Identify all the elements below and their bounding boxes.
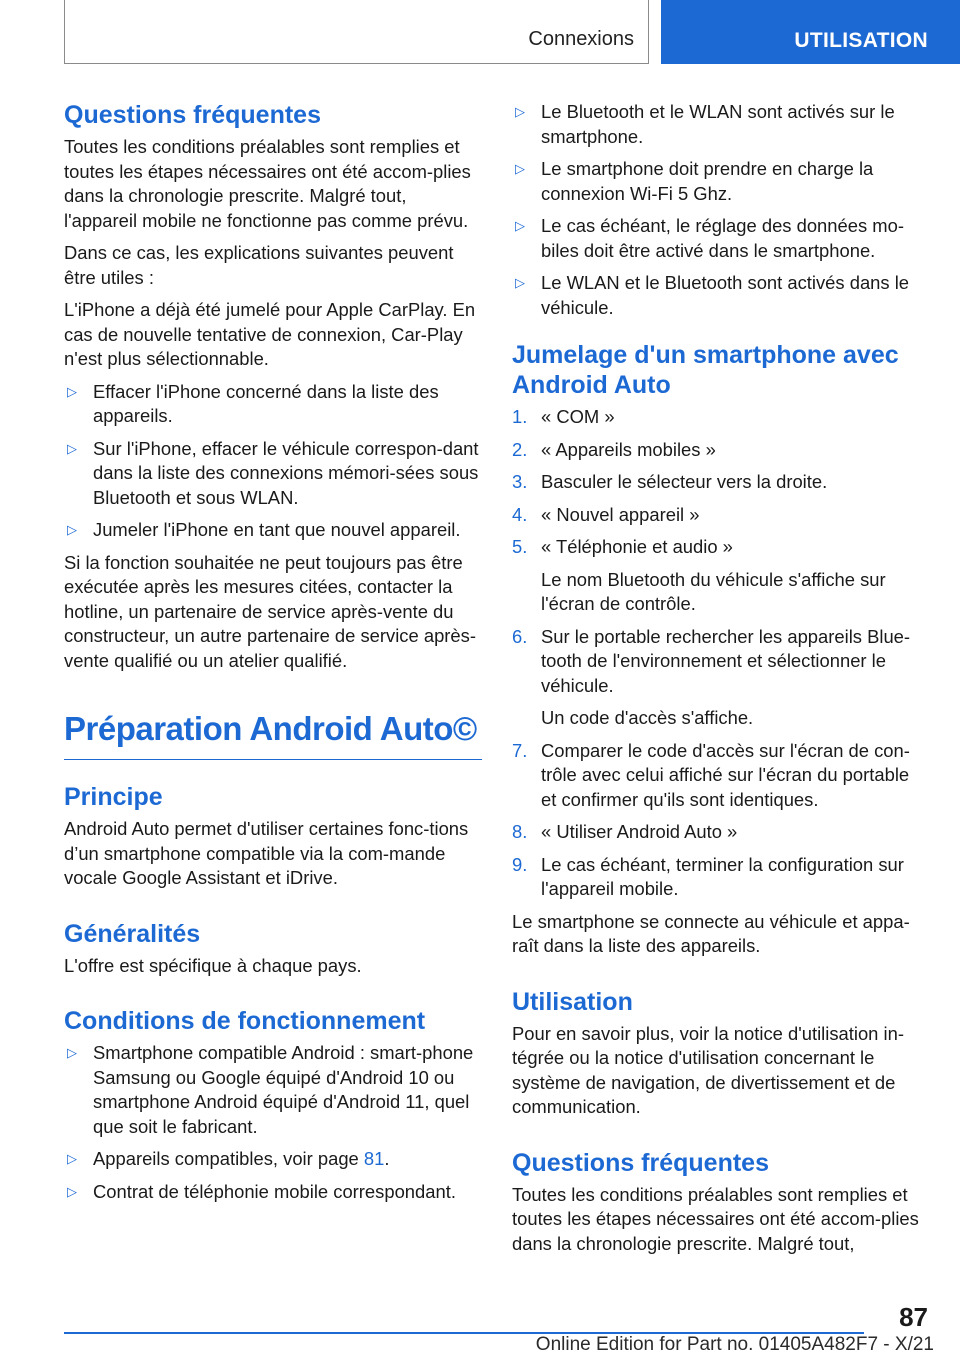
triangle-bullet-icon: ▷ [515, 161, 525, 176]
list-item: ▷ Le WLAN et le Bluetooth sont activés dans le véhicule. [515, 272, 910, 318]
faq-bullet-list [64, 380, 482, 543]
footer-edition-text: Online Edition for Part no. 01405A482F7 - X/21 [535, 1334, 934, 1355]
conditions-heading: Conditions de fonctionnement [64, 1007, 426, 1035]
list-item: 9. Le cas échéant, terminer la configuration sur l'appareil mobile. [512, 853, 904, 899]
faq-paragraph-3: L'iPhone a déjà été jumelé pour Apple CarPlay. En cas de nouvelle tentative de connexion, Car-Play n'est plus sélectionnable. [64, 299, 476, 369]
page-title: Préparation Android Auto© [64, 709, 482, 760]
page-reference-link[interactable]: 81 [363, 1148, 385, 1169]
pairing-heading: Jumelage d'un smartphone avec Android Auto [512, 341, 899, 399]
list-item: ▷ Sur l'iPhone, effacer le véhicule correspon-dant dans la liste des connexions mémori-sées sous Bluetooth et sous WLAN. [67, 437, 479, 508]
triangle-bullet-icon: ▷ [515, 275, 525, 290]
list-item: 3. Basculer le sélecteur vers la droite. [512, 471, 828, 492]
list-item: ▷ Effacer l'iPhone concerné dans la liste des appareils. [67, 380, 439, 426]
triangle-bullet-icon: ▷ [67, 440, 77, 456]
page-number: 87 [899, 1302, 928, 1332]
faq-paragraph-1: Toutes les conditions préalables sont remplies et toutes les étapes nécessaires ont été accom-plies dans la chronologie prescrite. Malgré tout, l'appareil mobile ne fonctionne pas comme prévu. [64, 136, 471, 231]
list-item: 2. « Appareils mobiles » [512, 438, 716, 460]
left-column [64, 100, 482, 1212]
step-note: Un code d'accès s'affiche. [541, 707, 754, 728]
usage-paragraph: Pour en savoir plus, voir la notice d'utilisation in-tégrée ou la notice d'utilisation concernant le système de navigation, de divertissement et de communication. [512, 1022, 904, 1117]
general-paragraph: L'offre est spécifique à chaque pays. [64, 954, 362, 976]
step-note: Le nom Bluetooth du véhicule s'affiche sur l'écran de contrôle. [541, 568, 886, 614]
list-item: 7. Comparer le code d'accès sur l'écran de con-trôle avec celui affiché sur l'écran du portable et confirmer qu'ils sont identiques. [512, 739, 910, 810]
triangle-bullet-icon: ▷ [515, 104, 525, 119]
triangle-bullet-icon: ▷ [67, 1151, 77, 1166]
faq2-heading: Questions fréquentes [512, 1148, 769, 1177]
header-section-title: Connexions [528, 28, 634, 50]
list-item: 1. « COM » [512, 406, 615, 427]
header-chapter-tab[interactable] [661, 0, 960, 64]
triangle-bullet-icon: ▷ [67, 1045, 77, 1060]
list-item: ▷ Le Bluetooth et le WLAN sont activés sur le smartphone. [515, 101, 895, 147]
triangle-bullet-icon: ▷ [67, 383, 77, 399]
header-section-box [64, 0, 649, 64]
conditions-bullet-list-continued [512, 100, 928, 320]
pairing-paragraph: Le smartphone se connecte au véhicule et appa-raît dans la liste des appareils. [512, 910, 910, 956]
list-item: ▷ Smartphone compatible Android : smart-phone Samsung ou Google équipé d'Android 10 ou smartphone Android équipé d'Android 11, quel que soit le fabricant. [67, 1042, 474, 1137]
general-heading: Généralités [64, 919, 201, 948]
faq2-paragraph: Toutes les conditions préalables sont remplies et toutes les étapes nécessaires ont été accom-plies dans la chronologie prescrite. Malgré tout, [512, 1183, 919, 1254]
pairing-steps-list [512, 405, 928, 902]
faq-paragraph-4: Si la fonction souhaitée ne peut toujours pas être exécutée après les mesures citées, contacter la hotline, un partenaire de service après-vente du constructeur, un autre partenaire de service après-vente qualifié ou un atelier qualifié. [64, 551, 476, 671]
usage-heading: Utilisation [512, 987, 633, 1016]
faq-heading: Questions fréquentes [64, 101, 321, 129]
list-item: ▷ Le smartphone doit prendre en charge la connexion Wi-Fi 5 Ghz. [515, 158, 874, 204]
triangle-bullet-icon: ▷ [515, 218, 525, 233]
list-item: ▷ Appareils compatibles, voir page 81. [64, 1147, 482, 1172]
list-item: 8. « Utiliser Android Auto » [512, 821, 738, 842]
list-item: 6. Sur le portable rechercher les appareils Blue-tooth de l'environnement et sélectionner le véhicule. Un code d'accès s'affiche. [512, 625, 928, 731]
list-item: ▷ Jumeler l'iPhone en tant que nouvel appareil. [64, 518, 482, 543]
faq-paragraph-2: Dans ce cas, les explications suivantes peuvent être utiles : [64, 242, 454, 288]
list-item: ▷ Contrat de téléphonie mobile correspondant. [64, 1180, 482, 1205]
conditions-bullet-list [64, 1041, 482, 1204]
list-item: ▷ Le cas échéant, le réglage des données mo-biles doit être activé dans le smartphone. [515, 215, 904, 261]
principe-paragraph: Android Auto permet d'utiliser certaines fonc-tions d’un smartphone compatible via la com-mande vocale Google Assistant et iDrive. [64, 818, 469, 888]
right-column [512, 100, 928, 1264]
triangle-bullet-icon: ▷ [67, 1183, 77, 1199]
triangle-bullet-icon: ▷ [67, 522, 77, 537]
principe-heading: Principe [64, 783, 163, 811]
header-chapter-label: UTILISATION [794, 29, 928, 52]
list-item: 4. « Nouvel appareil » [512, 503, 700, 525]
list-item: 5. « Téléphonie et audio » Le nom Bluetooth du véhicule s'affiche sur l'écran de contrôle. [512, 535, 928, 617]
